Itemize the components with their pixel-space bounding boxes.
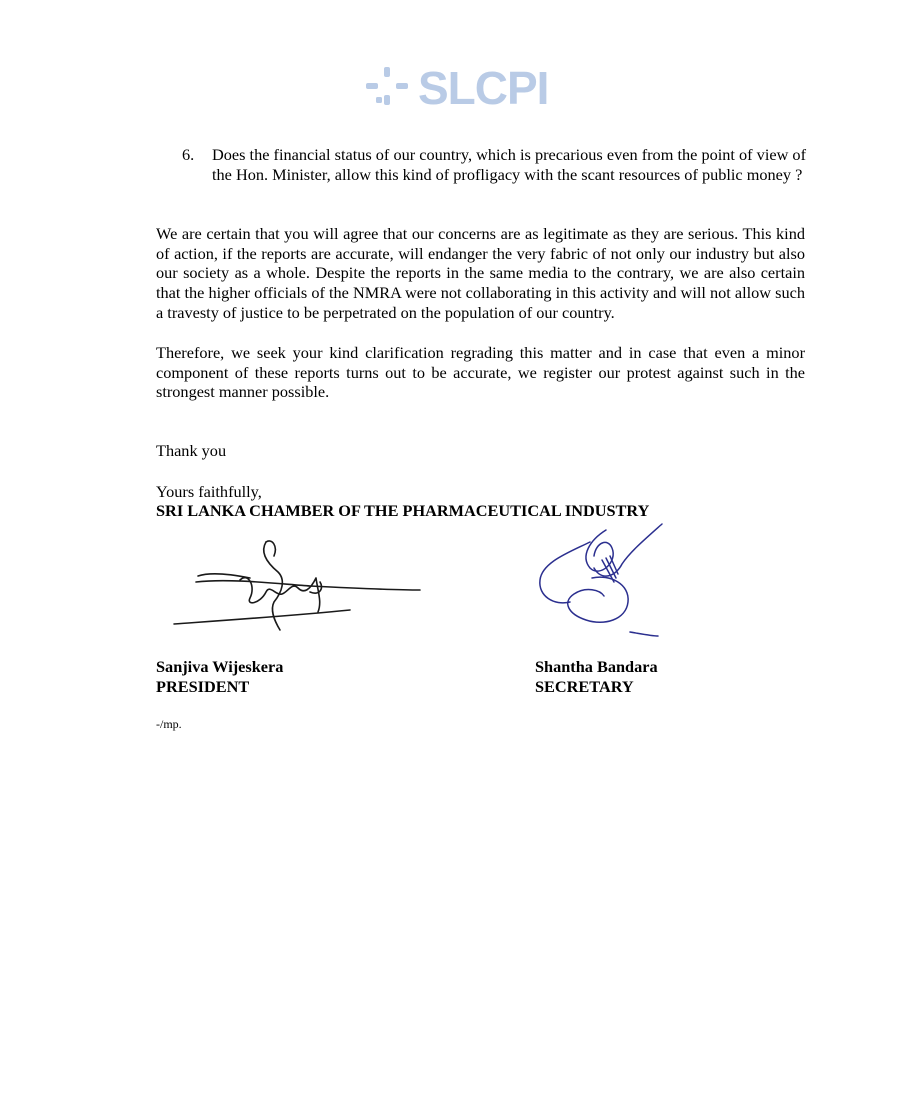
signatory-title: SECRETARY [535,677,634,696]
signature-president-icon [170,532,430,632]
list-item-number: 6. [182,145,195,164]
paragraph-concerns: We are certain that you will agree that our concerns are as legitimate as they are serious. This kind of action, if the reports are accurate, will endanger the very fabric of not only our industry but also our society as a whole. Despite the reports in the same media to the contrary, we are also certain that the higher officials of the NMRA were not collaborating in this activity and will not allow such a travesty of justice to be perpetrated on the population of our country. [156,224,805,322]
thank-you-line: Thank you [156,441,227,460]
salutation: Yours faithfully, [156,482,262,501]
signatory-name: Shantha Bandara [535,657,658,676]
logo-mark-icon [362,63,412,113]
signatory-name: Sanjiva Wijeskera [156,657,284,676]
signatory-president [156,657,283,697]
paragraph-clarification: Therefore, we seek your kind clarification regrading this matter and in case that even a minor component of these reports turns out to be accurate, we register our protest against such in the strongest manner possible. [156,343,805,402]
list-item-6 [182,145,806,184]
organization-name: SRI LANKA CHAMBER OF THE PHARMACEUTICAL INDUSTRY [156,501,650,520]
signatory-secretary [535,657,658,697]
signature-secretary-icon [530,522,670,644]
list-item-text: Does the financial status of our country, which is precarious even from the point of view of the Hon. Minister, allow this kind of profligacy with the scant resources of public money ? [212,145,806,184]
slcpi-logo [362,60,548,116]
signatory-title: PRESIDENT [156,677,250,696]
reference-initials: -/mp. [156,717,182,731]
logo-text: SLCPI [418,62,549,114]
